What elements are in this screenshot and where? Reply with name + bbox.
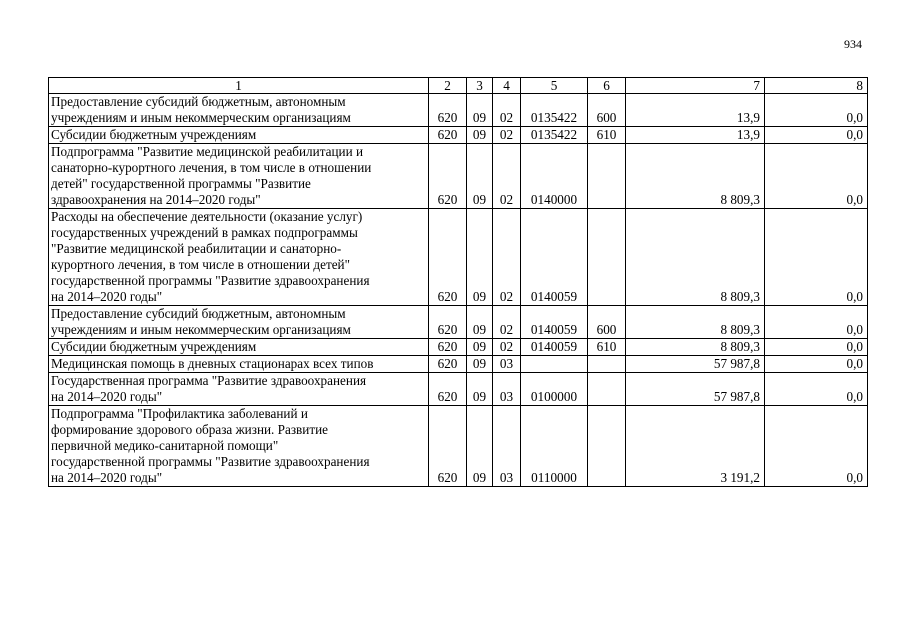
subsection-code-cell: 02 (493, 306, 521, 339)
admin-code-cell: 620 (429, 94, 467, 127)
expense-type-cell (588, 406, 626, 487)
amount-cell: 13,9 (626, 94, 765, 127)
row-name-line: детей" государственной программы "Развитие (51, 176, 311, 191)
row-name-line: Субсидии бюджетным учреждениям (51, 339, 257, 354)
header-cell: 7 (626, 78, 765, 94)
row-name-line: Государственная программа "Развитие здравоохранения (51, 373, 367, 388)
table-row (49, 209, 868, 306)
header-cell: 3 (467, 78, 493, 94)
expense-type-cell (588, 356, 626, 373)
header-cell: 2 (429, 78, 467, 94)
table-row (49, 373, 868, 406)
row-name-cell (49, 127, 429, 144)
target-article-cell: 0135422 (521, 127, 588, 144)
subsection-code-cell: 03 (493, 373, 521, 406)
row-name-cell (49, 306, 429, 339)
row-name-line: государственной программы "Развитие здравоохранения (51, 273, 370, 288)
subsection-code-cell: 02 (493, 94, 521, 127)
section-code-cell: 09 (467, 306, 493, 339)
target-article-cell: 0140059 (521, 209, 588, 306)
admin-code-cell: 620 (429, 209, 467, 306)
admin-code-cell: 620 (429, 339, 467, 356)
row-name-line: учреждениям и иным некоммерческим организациям (51, 110, 351, 125)
header-cell: 6 (588, 78, 626, 94)
table-row (49, 94, 868, 127)
amount-change-cell: 0,0 (765, 356, 868, 373)
section-code-cell: 09 (467, 209, 493, 306)
subsection-code-cell: 03 (493, 406, 521, 487)
subsection-code-cell: 02 (493, 339, 521, 356)
table-row (49, 406, 868, 487)
header-cell: 1 (49, 78, 429, 94)
row-name-line: государственных учреждений в рамках подпрограммы (51, 225, 358, 240)
amount-cell: 57 987,8 (626, 356, 765, 373)
admin-code-cell: 620 (429, 144, 467, 209)
row-name-cell (49, 144, 429, 209)
amount-change-cell: 0,0 (765, 339, 868, 356)
subsection-code-cell: 02 (493, 144, 521, 209)
subsection-code-cell: 02 (493, 127, 521, 144)
row-name-cell (49, 373, 429, 406)
row-name-line: учреждениям и иным некоммерческим организациям (51, 322, 351, 337)
budget-table (48, 77, 868, 487)
amount-change-cell: 0,0 (765, 406, 868, 487)
table-row (49, 339, 868, 356)
amount-change-cell: 0,0 (765, 127, 868, 144)
amount-change-cell: 0,0 (765, 94, 868, 127)
row-name-cell (49, 339, 429, 356)
target-article-cell: 0110000 (521, 406, 588, 487)
expense-type-cell (588, 373, 626, 406)
row-name-cell (49, 209, 429, 306)
expense-type-cell (588, 144, 626, 209)
row-name-line: "Развитие медицинской реабилитации и санаторно- (51, 241, 342, 256)
admin-code-cell: 620 (429, 373, 467, 406)
amount-cell: 8 809,3 (626, 209, 765, 306)
target-article-cell: 0140059 (521, 306, 588, 339)
target-article-cell: 0135422 (521, 94, 588, 127)
row-name-line: Предоставление субсидий бюджетным, автономным (51, 306, 346, 321)
table-row (49, 127, 868, 144)
expense-type-cell: 610 (588, 339, 626, 356)
amount-cell: 57 987,8 (626, 373, 765, 406)
expense-type-cell: 600 (588, 306, 626, 339)
target-article-cell: 0100000 (521, 373, 588, 406)
expense-type-cell (588, 209, 626, 306)
subsection-code-cell: 02 (493, 209, 521, 306)
amount-cell: 3 191,2 (626, 406, 765, 487)
row-name-line: на 2014–2020 годы" (51, 289, 163, 304)
admin-code-cell: 620 (429, 356, 467, 373)
table-row (49, 306, 868, 339)
row-name-cell (49, 356, 429, 373)
section-code-cell: 09 (467, 94, 493, 127)
row-name-line: санаторно-курортного лечения, в том числе в отношении (51, 160, 372, 175)
amount-change-cell: 0,0 (765, 306, 868, 339)
section-code-cell: 09 (467, 339, 493, 356)
row-name-line: на 2014–2020 годы" (51, 389, 163, 404)
amount-change-cell: 0,0 (765, 373, 868, 406)
table-body (49, 94, 868, 487)
subsection-code-cell: 03 (493, 356, 521, 373)
expense-type-cell: 600 (588, 94, 626, 127)
header-cell: 8 (765, 78, 868, 94)
expense-type-cell: 610 (588, 127, 626, 144)
section-code-cell: 09 (467, 127, 493, 144)
row-name-line: Медицинская помощь в дневных стационарах всех типов (51, 356, 374, 371)
admin-code-cell: 620 (429, 406, 467, 487)
amount-cell: 8 809,3 (626, 306, 765, 339)
page-number: 934 (844, 37, 862, 51)
table-row (49, 356, 868, 373)
row-name-line: на 2014–2020 годы" (51, 470, 163, 485)
row-name-line: Предоставление субсидий бюджетным, автономным (51, 94, 346, 109)
row-name-line: первичной медико-санитарной помощи" (51, 438, 279, 453)
amount-cell: 13,9 (626, 127, 765, 144)
row-name-line: Расходы на обеспечение деятельности (оказание услуг) (51, 209, 363, 224)
table-row (49, 144, 868, 209)
row-name-line: формирование здорового образа жизни. Развитие (51, 422, 329, 437)
row-name-cell (49, 406, 429, 487)
row-name-line: Подпрограмма "Профилактика заболеваний и (51, 406, 308, 421)
row-name-cell (49, 94, 429, 127)
amount-cell: 8 809,3 (626, 339, 765, 356)
admin-code-cell: 620 (429, 127, 467, 144)
row-name-line: Подпрограмма "Развитие медицинской реабилитации и (51, 144, 364, 159)
target-article-cell (521, 356, 588, 373)
section-code-cell: 09 (467, 356, 493, 373)
section-code-cell: 09 (467, 406, 493, 487)
header-cell: 5 (521, 78, 588, 94)
row-name-line: Субсидии бюджетным учреждениям (51, 127, 257, 142)
section-code-cell: 09 (467, 144, 493, 209)
amount-change-cell: 0,0 (765, 144, 868, 209)
header-cell: 4 (493, 78, 521, 94)
row-name-line: здравоохранения на 2014–2020 годы" (51, 192, 261, 207)
target-article-cell: 0140000 (521, 144, 588, 209)
admin-code-cell: 620 (429, 306, 467, 339)
amount-cell: 8 809,3 (626, 144, 765, 209)
section-code-cell: 09 (467, 373, 493, 406)
row-name-line: курортного лечения, в том числе в отношении детей" (51, 257, 350, 272)
table-header-row (49, 78, 868, 94)
target-article-cell: 0140059 (521, 339, 588, 356)
row-name-line: государственной программы "Развитие здравоохранения (51, 454, 370, 469)
amount-change-cell: 0,0 (765, 209, 868, 306)
